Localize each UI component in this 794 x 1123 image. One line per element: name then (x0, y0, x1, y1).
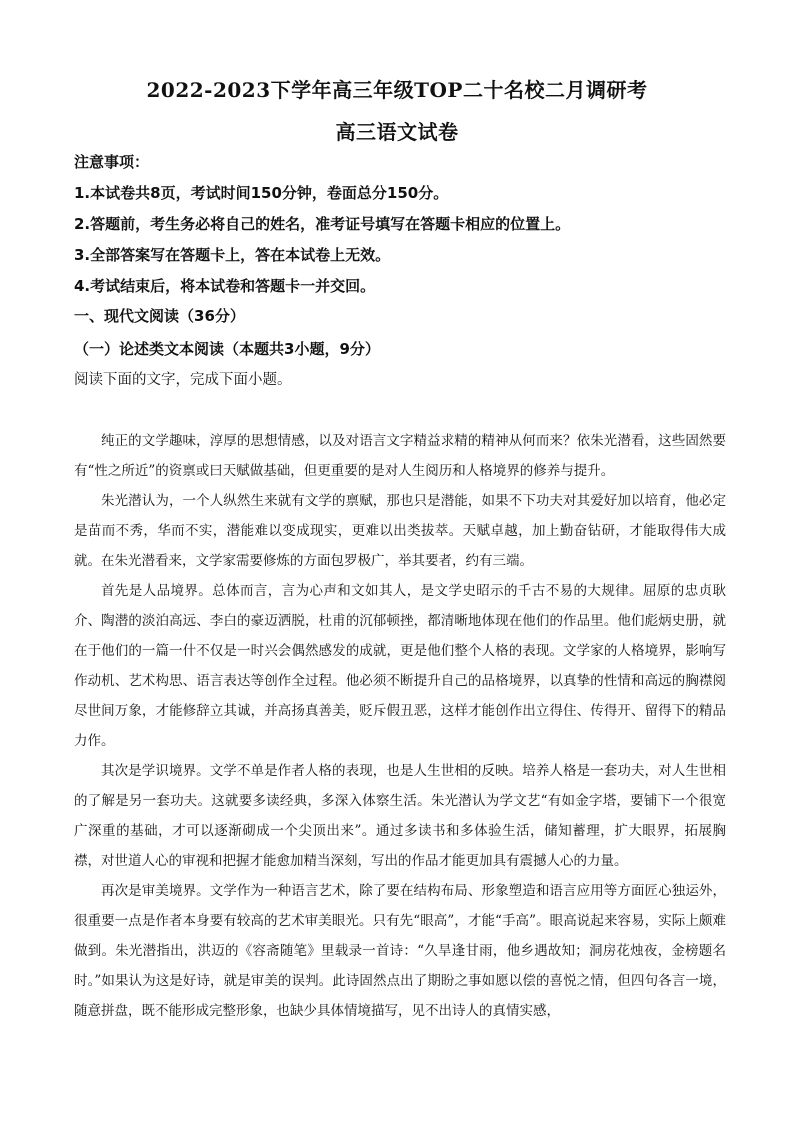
passage-paragraph-2: 朱光潜认为，一个人纵然生来就有文学的禀赋，那也只是潜能，如果不下功夫对其爱好加以培育，他必定是苗而不秀，华而不实，潜能难以变成现实，更难以出类拔萃。天赋卓越，加上勤奋钻研，才能取得伟大成就。在朱光潜看来，文学家需要修炼的方面包罗极广，举其要者，约有三端。 (74, 493, 726, 569)
note-item-1: 1.本试卷共8页，考试时间150分钟，卷面总分150分。 (74, 184, 449, 202)
passage-paragraph-4: 其次是学识境界。文学不单是作者人格的表现，也是人生世相的反映。培养人格是一套功夫，对人生世相的了解是另一套功夫。这就要多读经典，多深入体察生活。朱光潜认为学文艺“有如金字塔，要铺下一个很宽广深重的基础，才可以逐渐砌成一个尖顶出来”。通过多读书和多体验生活，储知蓄理，扩大眼界，拓展胸襟，对世道人心的审视和把握才能愈加精当深刻，写出的作品才能更加具有震撼人心的力量。 (74, 763, 726, 869)
notes-heading: 注意事项： (74, 153, 150, 171)
note-item-2: 2.答题前，考生务必将自己的姓名，准考证号填写在答题卡相应的位置上。 (74, 215, 571, 233)
subsection-heading: （一）论述类文本阅读（本题共3小题，9分） (74, 340, 380, 358)
passage-paragraph-5: 再次是审美境界。文学作为一种语言艺术，除了要在结构布局、形象塑造和语言应用等方面匠心独运外，很重要一点是作者本身要有较高的艺术审美眼光。只有先“眼高”，才能“手高”。眼高说起来容易，实际上颇难做到。朱光潜指出，洪迈的《容斋随笔》里载录一首诗：“久旱逢甘雨，他乡遇故知；洞房花烛夜，金榜题名时。”如果认为这是好诗，就是审美的误判。此诗固然点出了期盼之事如愿以偿的喜悦之情，但四句各言一境，随意拼盘，既不能形成完整形象，也缺少具体情境描写，见不出诗人的真情实感， (74, 883, 726, 1019)
exam-title: 2022-2023下学年高三年级TOP二十名校二月调研考 (146, 78, 648, 102)
note-item-3: 3.全部答案写在答题卡上，答在本试卷上无效。 (74, 246, 391, 264)
reading-passage (74, 428, 726, 1026)
note-item-4: 4.考试结束后，将本试卷和答题卡一并交回。 (74, 277, 376, 295)
passage-paragraph-3: 首先是人品境界。总体而言，言为心声和文如其人，是文学史昭示的千古不易的大规律。屈原的忠贞耿介、陶潜的淡泊高远、李白的豪迈洒脱，杜甫的沉郁顿挫，都清晰地体现在他们的作品里。他们彪炳史册，就在于他们的一篇一什不仅是一时兴会偶然感发的成就，更是他们整个人格的表现。文学家的人格境界，影响写作动机、艺术构思、语言表达等创作全过程。他必须不断提升自己的品格境界，以真挚的性情和高远的胸襟阅尽世间万象，才能修辞立其诚，并高扬真善美，贬斥假丑恶，这样才能创作出立得住、传得开、留得下的精品力作。 (74, 583, 726, 749)
reading-instruction: 阅读下面的文字，完成下面小题。 (74, 372, 292, 388)
section-heading: 一、现代文阅读（36分） (74, 307, 245, 325)
passage-paragraph-1: 纯正的文学趣味，淳厚的思想情感，以及对语言文字精益求精的精神从何而来？依朱光潜看，这些固然要有“性之所近”的资禀或曰天赋做基础，但更重要的是对人生阅历和人格境界的修养与提升。 (74, 433, 726, 479)
exam-subtitle: 高三语文试卷 (335, 120, 459, 144)
